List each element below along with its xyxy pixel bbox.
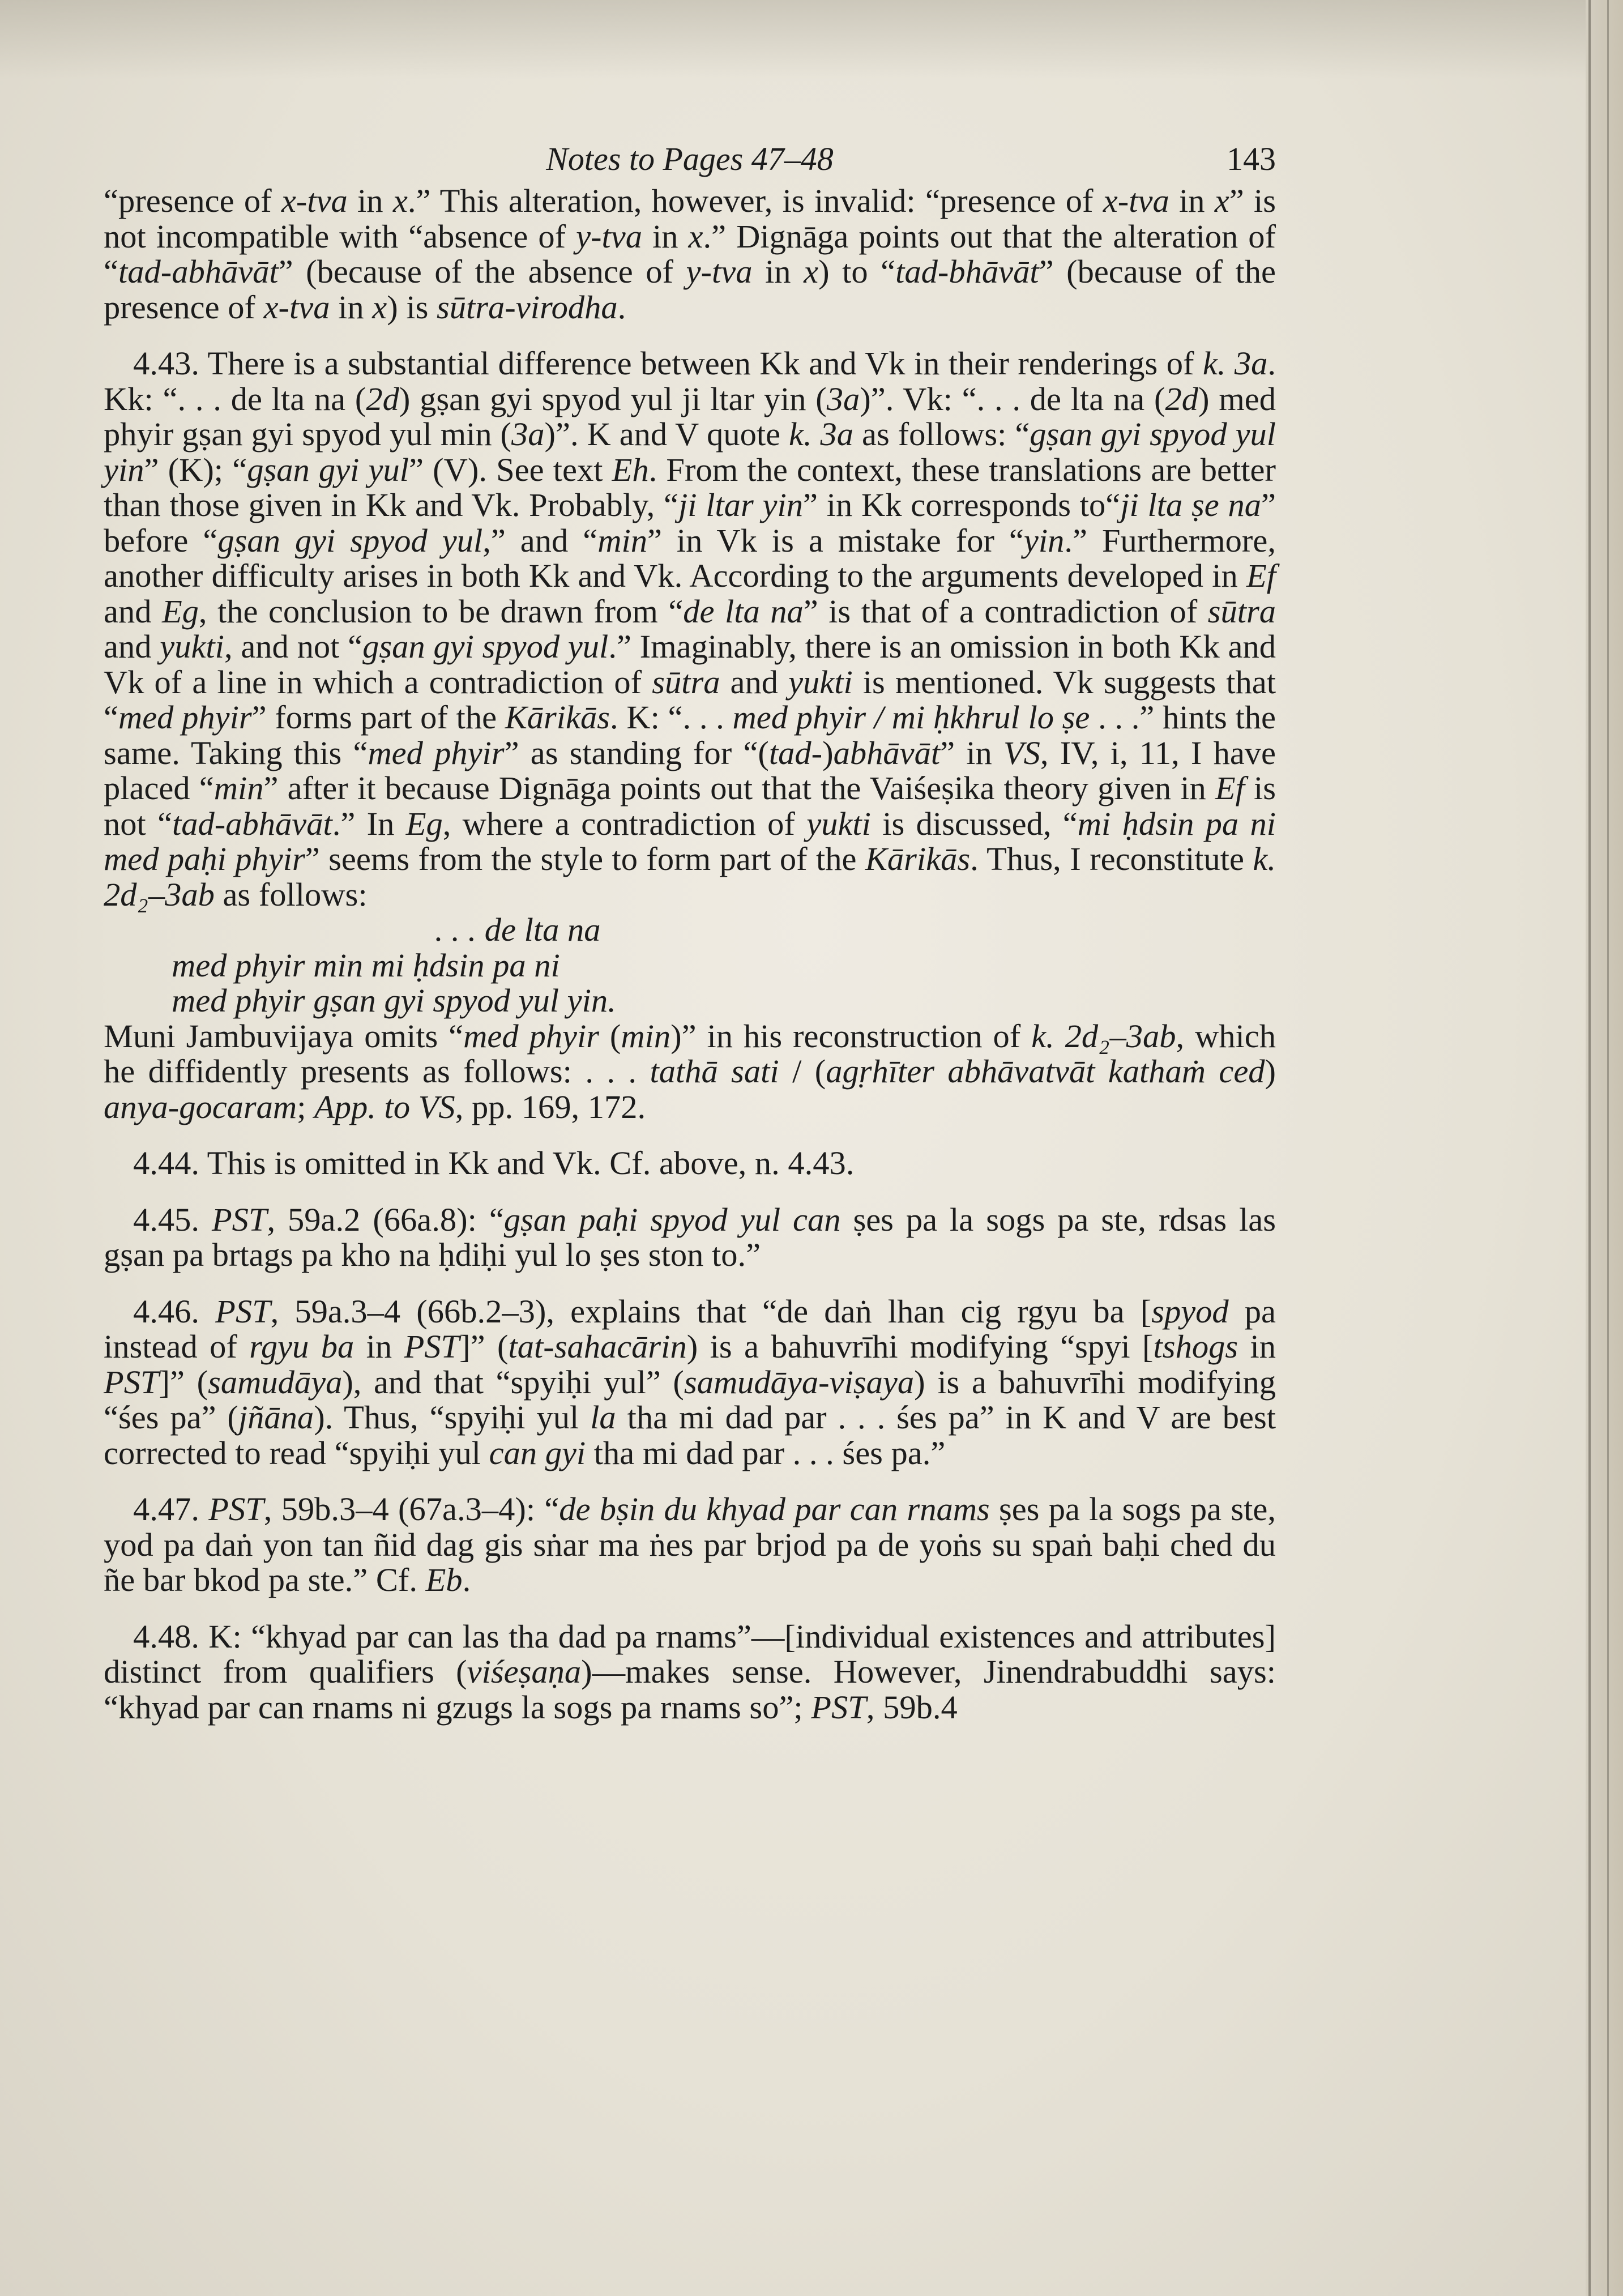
note-4-46: 4.46. PST, 59a.3–4 (66b.2–3), explains that “de daṅ lhan cig rgyu ba [spyod pa instead of rgyu ba in PST]” (tat-sahacārin) is a bahuvrīhi modifying “spyi [tshogs in PST]” (samudāya), and that “spyiḥi yul” (samudāya-viṣaya) is a bahuvrīhi modifying “śes pa” (jñāna). Thus, “spyiḥi yul la tha mi dad par . . . śes pa” in K and V are best corrected to read “spyiḥi yul can gyi tha mi dad par . . . śes pa.” [104,1292,1276,1471]
binding-edge [1586,0,1623,2296]
running-head: Notes to Pages 47–48 [546,140,834,177]
page-text-block [104,142,1276,1725]
verse-reconstruction [104,912,1276,1019]
page-header [104,142,1276,183]
note-4-48: 4.48. K: “khyad par can las tha dad pa rnams”—[individual existences and attributes] distinct from qualifiers (viśeṣaṇa)—makes sense. However, Jinendrabuddhi says: “khyad par can rnams ni gzugs la sogs pa rnams so”; PST, 59b.4 [104,1618,1276,1726]
binding-edge-line [1607,0,1609,2296]
note-4-45: 4.45. PST, 59a.2 (66a.8): “gṣan paḥi spyod yul can ṣes pa la sogs pa ste, rdsas las gṣan pa brtags pa kho na ḥdiḥi yul lo ṣes ston to.” [104,1201,1276,1273]
binding-edge-line [1588,0,1591,2296]
note-4-44: 4.44. This is omitted in Kk and Vk. Cf. above, n. 4.43. [133,1145,855,1181]
page-number: 143 [1227,140,1276,177]
paragraph-continued: “presence of x-tva in x.” This alteration, however, is invalid: “presence of x-tva in x” is not incompatible with “absence of y-tva in x.” Dignāga points out that the alteration of “tad-abhāvāt” (because of the absence of y-tva in x) to “tad-bhāvāt” (because of the presence of x-tva in x) is sūtra-virodha. [104,182,1276,326]
scan-shadow [0,0,1623,79]
verse-line: med phyir min mi ḥdsin pa ni [172,946,560,984]
note-4-43: 4.43. There is a substantial difference between Kk and Vk in their renderings of k. 3a. Kk: “. . . de lta na (2d) gṣan gyi spyod yul ji ltar yin (3a)”. Vk: “. . . de lta na (2d) med phyir gṣan gyi spyod yul min (3a)”. K and V quote k. 3a as follows: “gṣan gyi spyod yul yin” (K); “gṣan gyi yul” (V). See text Eh. From the context, these translations are better than those given in Kk and Vk. Probably, “ji ltar yin” in Kk corresponds to“ji lta ṣe na” before “gṣan gyi spyod yul,” and “min” in Vk is a mistake for “yin.” Furthermore, another difficulty arises in both Kk and Vk. According to the arguments developed in Ef and Eg, the conclusion to be drawn from “de lta na” is that of a contradiction of sūtra and yukti, and not “gṣan gyi spyod yul.” Imaginably, there is an omission in both Kk and Vk of a line in which a contradiction of sūtra and yukti is mentioned. Vk suggests that “med phyir” forms part of the Kārikās. K: “. . . med phyir / mi ḥkhrul lo ṣe . . .” hints the same. Taking this “med phyir” as standing for “(tad-)abhāvāt” in VS, IV, i, 11, I have placed “min” after it because Dignāga points out that the Vaiśeṣika theory given in Ef is not “tad-abhāvāt.” In Eg, where a contradiction of yukti is discussed, “mi ḥdsin pa ni med paḥi phyir” seems from the style to form part of the Kārikās. Thus, I reconstitute k. 2d₂–3ab as follows: [104,345,1276,913]
note-4-47: 4.47. PST, 59b.3–4 (67a.3–4): “de bṣin du khyad par can rnams ṣes pa la sogs pa ste, yod pa daṅ yon tan ñid dag gis sṅar ma ṅes par brjod pa de yoṅs su spaṅ baḥi ched du ñe bar bkod pa ste.” Cf. Eb. [104,1491,1276,1598]
verse-line: med phyir gṣan gyi spyod yul yin. [172,982,616,1019]
note-4-43-continued: Muni Jambuvijaya omits “med phyir (min)” in his reconstruction of k. 2d₂–3ab, which he diffidently presents as follows: . . . tathā sati / (agṛhīter abhāvatvāt kathaṁ ced) anya-gocaram; App. to VS, pp. 169, 172. [104,1017,1276,1125]
verse-line: . . . de lta na [435,911,601,948]
